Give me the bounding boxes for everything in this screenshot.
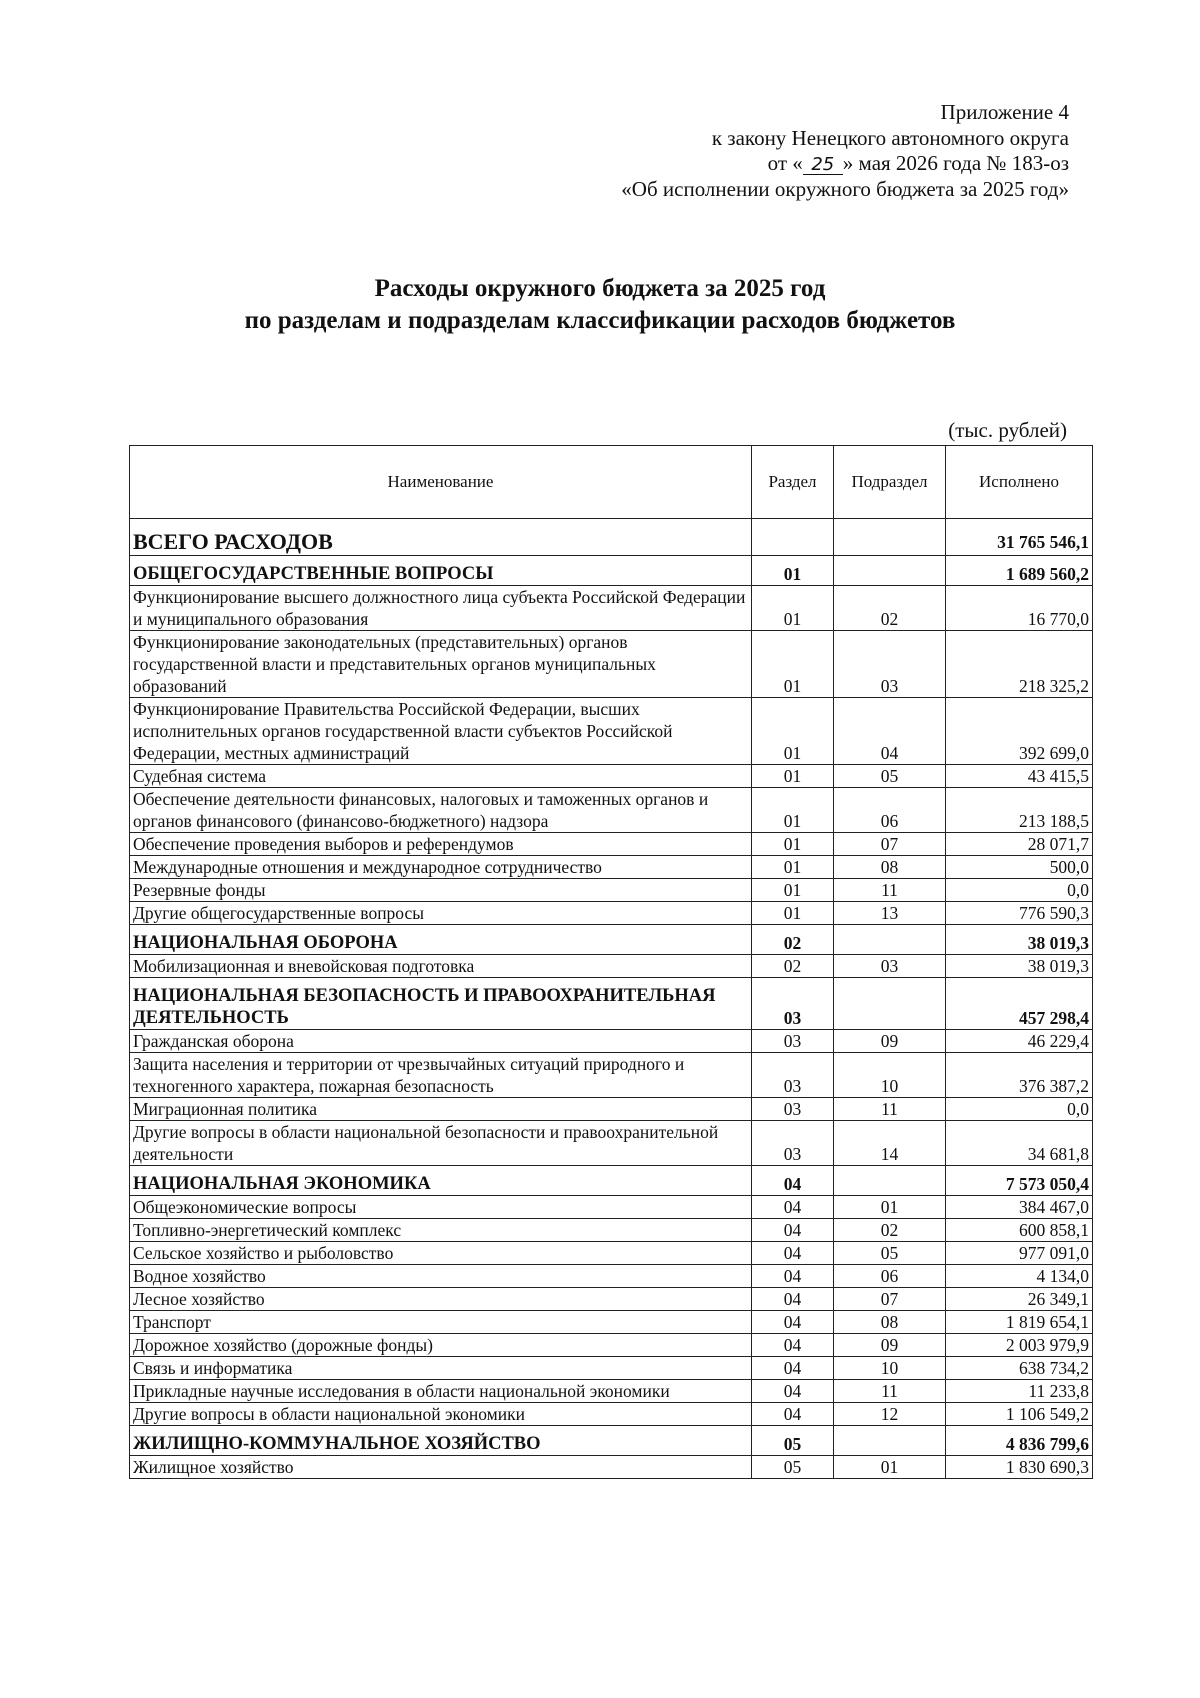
row-section-cell: 01 [752, 788, 834, 833]
section-row [130, 978, 1093, 1030]
row-value-cell: 7 573 050,4 [946, 1166, 1093, 1196]
column-header-executed: Исполнено [946, 446, 1093, 519]
row-name-cell: Миграционная политика [130, 1098, 752, 1121]
row-section-cell: 01 [752, 556, 834, 586]
row-name-cell: Другие вопросы в области национальной экономики [130, 1403, 752, 1426]
table-row [130, 1357, 1093, 1380]
row-name-cell: ЖИЛИЩНО-КОММУНАЛЬНОЕ ХОЗЯЙСТВО [130, 1426, 752, 1456]
row-value-cell: 16 770,0 [946, 586, 1093, 631]
row-name-cell: Международные отношения и международное сотрудничество [130, 856, 752, 879]
row-value-cell: 11 233,8 [946, 1380, 1093, 1403]
row-value-cell: 38 019,3 [946, 955, 1093, 978]
row-section-cell: 04 [752, 1380, 834, 1403]
row-name-cell: Защита населения и территории от чрезвычайных ситуаций природного и техногенного характера, пожарная безопасность [130, 1053, 752, 1098]
row-section-cell: 01 [752, 586, 834, 631]
row-section-cell: 05 [752, 1456, 834, 1479]
row-value-cell: 218 325,2 [946, 631, 1093, 698]
table-row [130, 1053, 1093, 1098]
row-name-cell: Сельское хозяйство и рыболовство [130, 1242, 752, 1265]
row-subsection-cell: 11 [834, 1380, 946, 1403]
table-row [130, 1380, 1093, 1403]
expenditure-table [129, 445, 1093, 1479]
row-subsection-cell: 13 [834, 902, 946, 925]
table-row [130, 833, 1093, 856]
row-name-cell: Гражданская оборона [130, 1030, 752, 1053]
row-value-cell: 1 819 654,1 [946, 1311, 1093, 1334]
row-subsection-cell: 05 [834, 765, 946, 788]
row-value-cell: 1 106 549,2 [946, 1403, 1093, 1426]
column-header-subsection: Подраздел [834, 446, 946, 519]
row-value-cell: 2 003 979,9 [946, 1334, 1093, 1357]
title-line-2: по разделам и подразделам классификации расходов бюджетов [244, 307, 956, 334]
row-value-cell: 34 681,8 [946, 1121, 1093, 1166]
table-row [130, 1265, 1093, 1288]
unit-label: (тыс. рублей) [948, 418, 1067, 442]
row-value-cell: 384 467,0 [946, 1196, 1093, 1219]
row-subsection-cell: 09 [834, 1334, 946, 1357]
date-prefix: от « [767, 151, 803, 175]
row-value-cell: 43 415,5 [946, 765, 1093, 788]
table-row [130, 1456, 1093, 1479]
table-row [130, 856, 1093, 879]
row-subsection-cell: 11 [834, 1098, 946, 1121]
row-name-cell: Другие вопросы в области национальной безопасности и правоохранительной деятельности [130, 1121, 752, 1166]
row-section-cell: 01 [752, 902, 834, 925]
row-subsection-cell: 12 [834, 1403, 946, 1426]
row-value-cell: 4 836 799,6 [946, 1426, 1093, 1456]
row-section-cell: 04 [752, 1265, 834, 1288]
title-line-1: Расходы окружного бюджета за 2025 год [374, 275, 826, 302]
law-reference: к закону Ненецкого автономного округа [711, 125, 1069, 150]
row-subsection-cell: 01 [834, 1456, 946, 1479]
table-row [130, 1121, 1093, 1166]
row-name-cell: Судебная система [130, 765, 752, 788]
row-subsection-cell: 08 [834, 1311, 946, 1334]
row-section-cell: 04 [752, 1242, 834, 1265]
row-name-cell: НАЦИОНАЛЬНАЯ ОБОРОНА [130, 925, 752, 955]
row-section-cell: 03 [752, 1030, 834, 1053]
row-value-cell: 213 188,5 [946, 788, 1093, 833]
row-section-cell: 04 [752, 1403, 834, 1426]
document-title [0, 273, 1200, 337]
row-subsection-cell: 02 [834, 586, 946, 631]
table-row [130, 879, 1093, 902]
row-subsection-cell: 02 [834, 1219, 946, 1242]
row-section-cell: 04 [752, 1166, 834, 1196]
row-section-cell: 03 [752, 1098, 834, 1121]
row-name-cell: ВСЕГО РАСХОДОВ [130, 519, 752, 556]
row-name-cell: Связь и информатика [130, 1357, 752, 1380]
row-name-cell: Топливно-энергетический комплекс [130, 1219, 752, 1242]
column-header-section: Раздел [752, 446, 834, 519]
table-header-row [130, 446, 1093, 519]
row-subsection-cell [834, 556, 946, 586]
law-title: «Об исполнении окружного бюджета за 2025 год» [621, 176, 1069, 201]
row-subsection-cell: 06 [834, 788, 946, 833]
table-row [130, 1311, 1093, 1334]
row-subsection-cell: 06 [834, 1265, 946, 1288]
row-section-cell: 01 [752, 856, 834, 879]
row-subsection-cell: 04 [834, 698, 946, 765]
row-value-cell: 392 699,0 [946, 698, 1093, 765]
appendix-number: Приложение 4 [940, 100, 1069, 124]
table-row [130, 1242, 1093, 1265]
row-name-cell: Жилищное хозяйство [130, 1456, 752, 1479]
row-value-cell: 457 298,4 [946, 978, 1093, 1030]
row-subsection-cell: 14 [834, 1121, 946, 1166]
row-name-cell: Мобилизационная и вневойсковая подготовка [130, 955, 752, 978]
row-name-cell: Дорожное хозяйство (дорожные фонды) [130, 1334, 752, 1357]
total-row [130, 519, 1093, 556]
row-value-cell: 38 019,3 [946, 925, 1093, 955]
row-section-cell: 04 [752, 1196, 834, 1219]
row-subsection-cell: 07 [834, 1288, 946, 1311]
row-section-cell: 04 [752, 1311, 834, 1334]
row-name-cell: Обеспечение проведения выборов и референдумов [130, 833, 752, 856]
row-subsection-cell [834, 1166, 946, 1196]
date-suffix: » мая 2026 года № 183-оз [842, 151, 1069, 175]
row-value-cell: 500,0 [946, 856, 1093, 879]
row-subsection-cell: 01 [834, 1196, 946, 1219]
row-name-cell: Функционирование законодательных (представительных) органов государственной власти и представительных органов муниципальных образований [130, 631, 752, 698]
row-name-cell: ОБЩЕГОСУДАРСТВЕННЫЕ ВОПРОСЫ [130, 556, 752, 586]
row-value-cell: 1 689 560,2 [946, 556, 1093, 586]
row-section-cell [752, 519, 834, 556]
row-section-cell: 02 [752, 925, 834, 955]
row-subsection-cell: 10 [834, 1053, 946, 1098]
row-subsection-cell: 09 [834, 1030, 946, 1053]
row-section-cell: 03 [752, 1121, 834, 1166]
row-section-cell: 04 [752, 1334, 834, 1357]
row-subsection-cell: 10 [834, 1357, 946, 1380]
table-row [130, 1098, 1093, 1121]
row-subsection-cell: 08 [834, 856, 946, 879]
table-row [130, 1334, 1093, 1357]
row-section-cell: 01 [752, 698, 834, 765]
row-section-cell: 05 [752, 1426, 834, 1456]
row-value-cell: 638 734,2 [946, 1357, 1093, 1380]
row-section-cell: 03 [752, 1053, 834, 1098]
table-row [130, 955, 1093, 978]
handwritten-day: 25 [803, 156, 843, 175]
row-subsection-cell [834, 1426, 946, 1456]
table-row [130, 1219, 1093, 1242]
row-section-cell: 04 [752, 1288, 834, 1311]
table-row [130, 788, 1093, 833]
row-value-cell: 376 387,2 [946, 1053, 1093, 1098]
row-name-cell: Водное хозяйство [130, 1265, 752, 1288]
row-section-cell: 03 [752, 978, 834, 1030]
law-appendix-header [429, 100, 1069, 202]
row-name-cell: Транспорт [130, 1311, 752, 1334]
row-subsection-cell: 07 [834, 833, 946, 856]
section-row [130, 1166, 1093, 1196]
row-value-cell: 600 858,1 [946, 1219, 1093, 1242]
row-section-cell: 01 [752, 879, 834, 902]
row-value-cell: 4 134,0 [946, 1265, 1093, 1288]
row-name-cell: Резервные фонды [130, 879, 752, 902]
table-row [130, 1030, 1093, 1053]
row-name-cell: Общеэкономические вопросы [130, 1196, 752, 1219]
row-name-cell: Функционирование высшего должностного лица субъекта Российской Федерации и муниципального образования [130, 586, 752, 631]
row-name-cell: Прикладные научные исследования в области национальной экономики [130, 1380, 752, 1403]
row-value-cell: 776 590,3 [946, 902, 1093, 925]
row-subsection-cell: 05 [834, 1242, 946, 1265]
row-section-cell: 01 [752, 631, 834, 698]
row-subsection-cell [834, 978, 946, 1030]
row-name-cell: Функционирование Правительства Российской Федерации, высших исполнительных органов государственной власти субъектов Российской Федерации, местных администраций [130, 698, 752, 765]
table-row [130, 1403, 1093, 1426]
row-value-cell: 977 091,0 [946, 1242, 1093, 1265]
column-header-name: Наименование [130, 446, 752, 519]
row-value-cell: 26 349,1 [946, 1288, 1093, 1311]
row-value-cell: 0,0 [946, 879, 1093, 902]
row-section-cell: 02 [752, 955, 834, 978]
row-value-cell: 31 765 546,1 [946, 519, 1093, 556]
section-row [130, 925, 1093, 955]
row-section-cell: 01 [752, 765, 834, 788]
section-row [130, 556, 1093, 586]
law-date-number [429, 151, 1069, 177]
row-section-cell: 04 [752, 1219, 834, 1242]
row-value-cell: 0,0 [946, 1098, 1093, 1121]
row-name-cell: НАЦИОНАЛЬНАЯ ЭКОНОМИКА [130, 1166, 752, 1196]
row-value-cell: 28 071,7 [946, 833, 1093, 856]
row-subsection-cell: 03 [834, 631, 946, 698]
row-value-cell: 46 229,4 [946, 1030, 1093, 1053]
row-value-cell: 1 830 690,3 [946, 1456, 1093, 1479]
row-name-cell: Обеспечение деятельности финансовых, налоговых и таможенных органов и органов финансового (финансово-бюджетного) надзора [130, 788, 752, 833]
table-row [130, 586, 1093, 631]
table-row [130, 902, 1093, 925]
row-name-cell: НАЦИОНАЛЬНАЯ БЕЗОПАСНОСТЬ И ПРАВООХРАНИТЕЛЬНАЯ ДЕЯТЕЛЬНОСТЬ [130, 978, 752, 1030]
table-row [130, 631, 1093, 698]
row-section-cell: 01 [752, 833, 834, 856]
row-subsection-cell [834, 519, 946, 556]
table-body [130, 519, 1093, 1479]
section-row [130, 1426, 1093, 1456]
table-row [130, 698, 1093, 765]
table-row [130, 765, 1093, 788]
row-name-cell: Другие общегосударственные вопросы [130, 902, 752, 925]
row-section-cell: 04 [752, 1357, 834, 1380]
table-row [130, 1196, 1093, 1219]
row-subsection-cell: 03 [834, 955, 946, 978]
row-subsection-cell [834, 925, 946, 955]
row-subsection-cell: 11 [834, 879, 946, 902]
row-name-cell: Лесное хозяйство [130, 1288, 752, 1311]
table-row [130, 1288, 1093, 1311]
